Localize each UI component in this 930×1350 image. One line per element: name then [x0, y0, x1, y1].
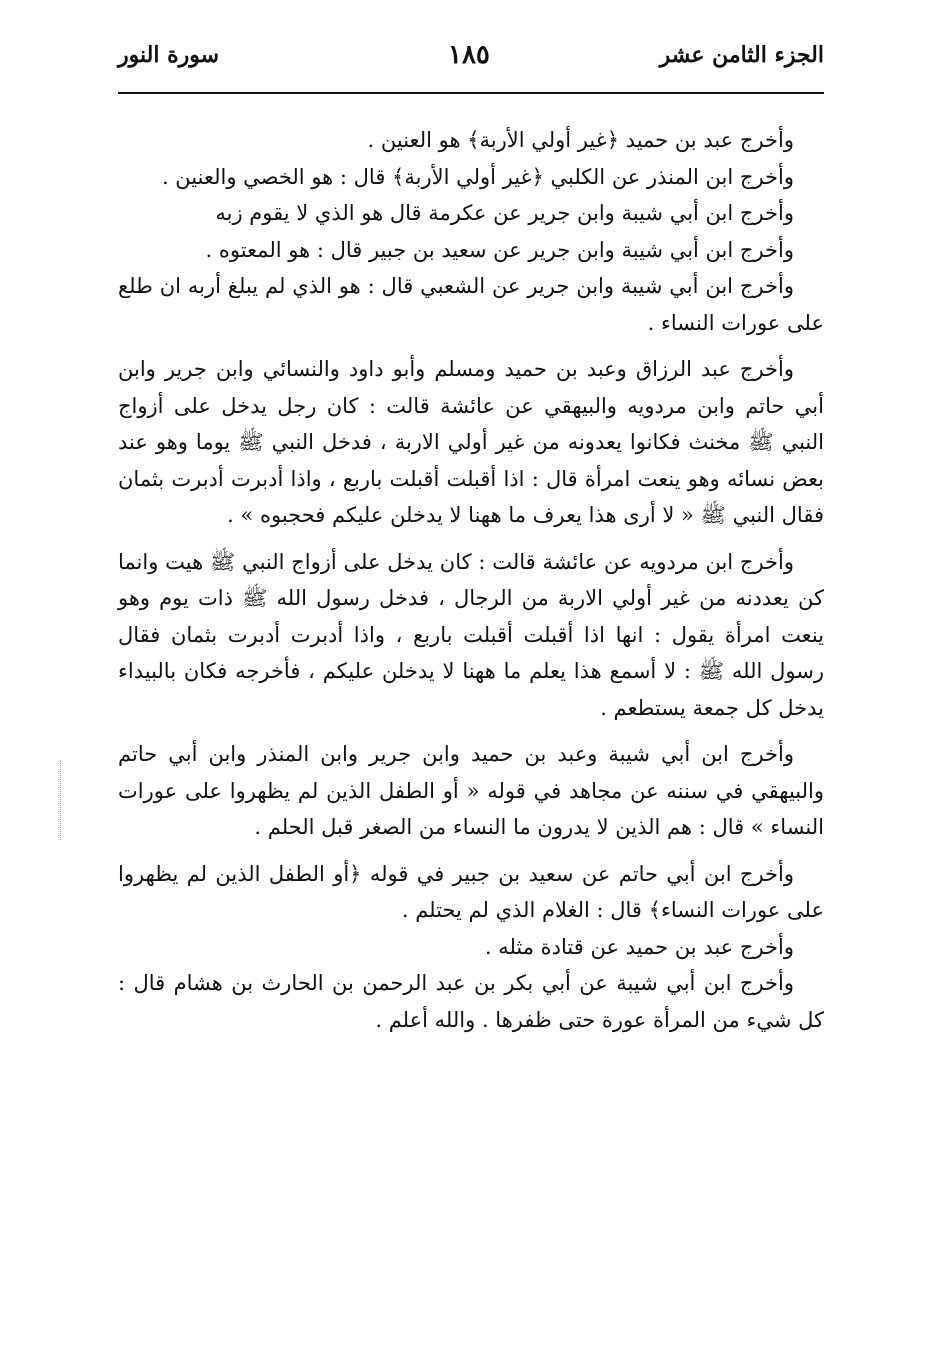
paragraph-6: وأخرج عبد الرزاق وعبد بن حميد ومسلم وأبو داود والنسائي وابن جرير وابن أبي حاتم وابن مردويه والبيهقي عن عائشة قالت : كان رجل يدخل على أزواج النبي ﷺ مخنث فكانوا يعدونه من غير أولي الاربة ، فدخل النبي ﷺ يوما وهو عند بعض نسائه وهو ينعت امرأة قال : اذا أقبلت أقبلت باربع ، واذا أدبرت أدبرت بثمان فقال النبي ﷺ « لا أرى هذا يعرف ما ههنا لا يدخلن عليكم فحجبوه » . [118, 357, 824, 527]
page-number: ١٨٥ [448, 40, 490, 70]
paragraph-7: وأخرج ابن مردويه عن عائشة قالت : كان يدخل على أزواج النبي ﷺ هيت وانما كن يعددنه من غير أولي الاربة من الرجال ، فدخل رسول الله ﷺ ذات يوم وهو ينعت امرأة يقول : انها اذا أقبلت أقبلت باربع ، واذا أدبرت أدبرت بثمان فقال رسول الله ﷺ : لا أسمع هذا يعلم ما ههنا لا يدخلن عليكم ، فأخرجه فكان بالبيداء يدخل كل جمعة يستطعم . [118, 549, 824, 720]
paragraph-9: وأخرج ابن أبي حاتم عن سعيد بن جبير في قوله ﴿أو الطفل الذين لم يظهروا على عورات النساء﴾ قال : الغلام الذي لم يحتلم . [118, 861, 824, 922]
paragraph-3: وأخرج ابن أبي شيبة وابن جرير عن عكرمة قال هو الذي لا يقوم زبه [215, 201, 794, 225]
paragraph-5: وأخرج ابن أبي شيبة وابن جرير عن الشعبي قال : هو الذي لم يبلغ أربه ان طلع على عورات النساء . [118, 274, 824, 335]
paragraph-1: وأخرج عبد بن حميد ﴿غير أولي الأربة﴾ هو العنين . [367, 128, 794, 152]
paragraph-2: وأخرج ابن المنذر عن الكلبي ﴿غير أولي الأربة﴾ قال : هو الخصي والعنين . [161, 164, 794, 189]
header-part-title: الجزء الثامن عشر [659, 42, 824, 68]
header-divider [118, 92, 824, 94]
paragraph-11: وأخرج ابن أبي شيبة عن أبي بكر بن عبد الرحمن بن الحارث بن هشام قال : كل شيء من المرأة عورة حتى ظفرها . والله أعلم . [118, 971, 824, 1032]
scan-margin-mark [60, 760, 63, 840]
page-body [118, 122, 824, 1038]
header-surah-title: سورة النور [118, 42, 220, 68]
paragraph-10: وأخرج عبد بن حميد عن قتادة مثله . [484, 934, 794, 959]
paragraph-8: وأخرج ابن أبي شيبة وعبد بن حميد وابن جرير وابن المنذر وابن أبي حاتم والبيهقي في سننه عن مجاهد في قوله « أو الطفل الذين لم يظهروا على عورات النساء » قال : هم الذين لا يدرون ما النساء من الصغر قبل الحلم . [118, 742, 824, 839]
page-header [118, 42, 824, 82]
paragraph-4: وأخرج ابن أبي شيبة وابن جرير عن سعيد بن جبير قال : هو المعتوه . [205, 237, 794, 262]
